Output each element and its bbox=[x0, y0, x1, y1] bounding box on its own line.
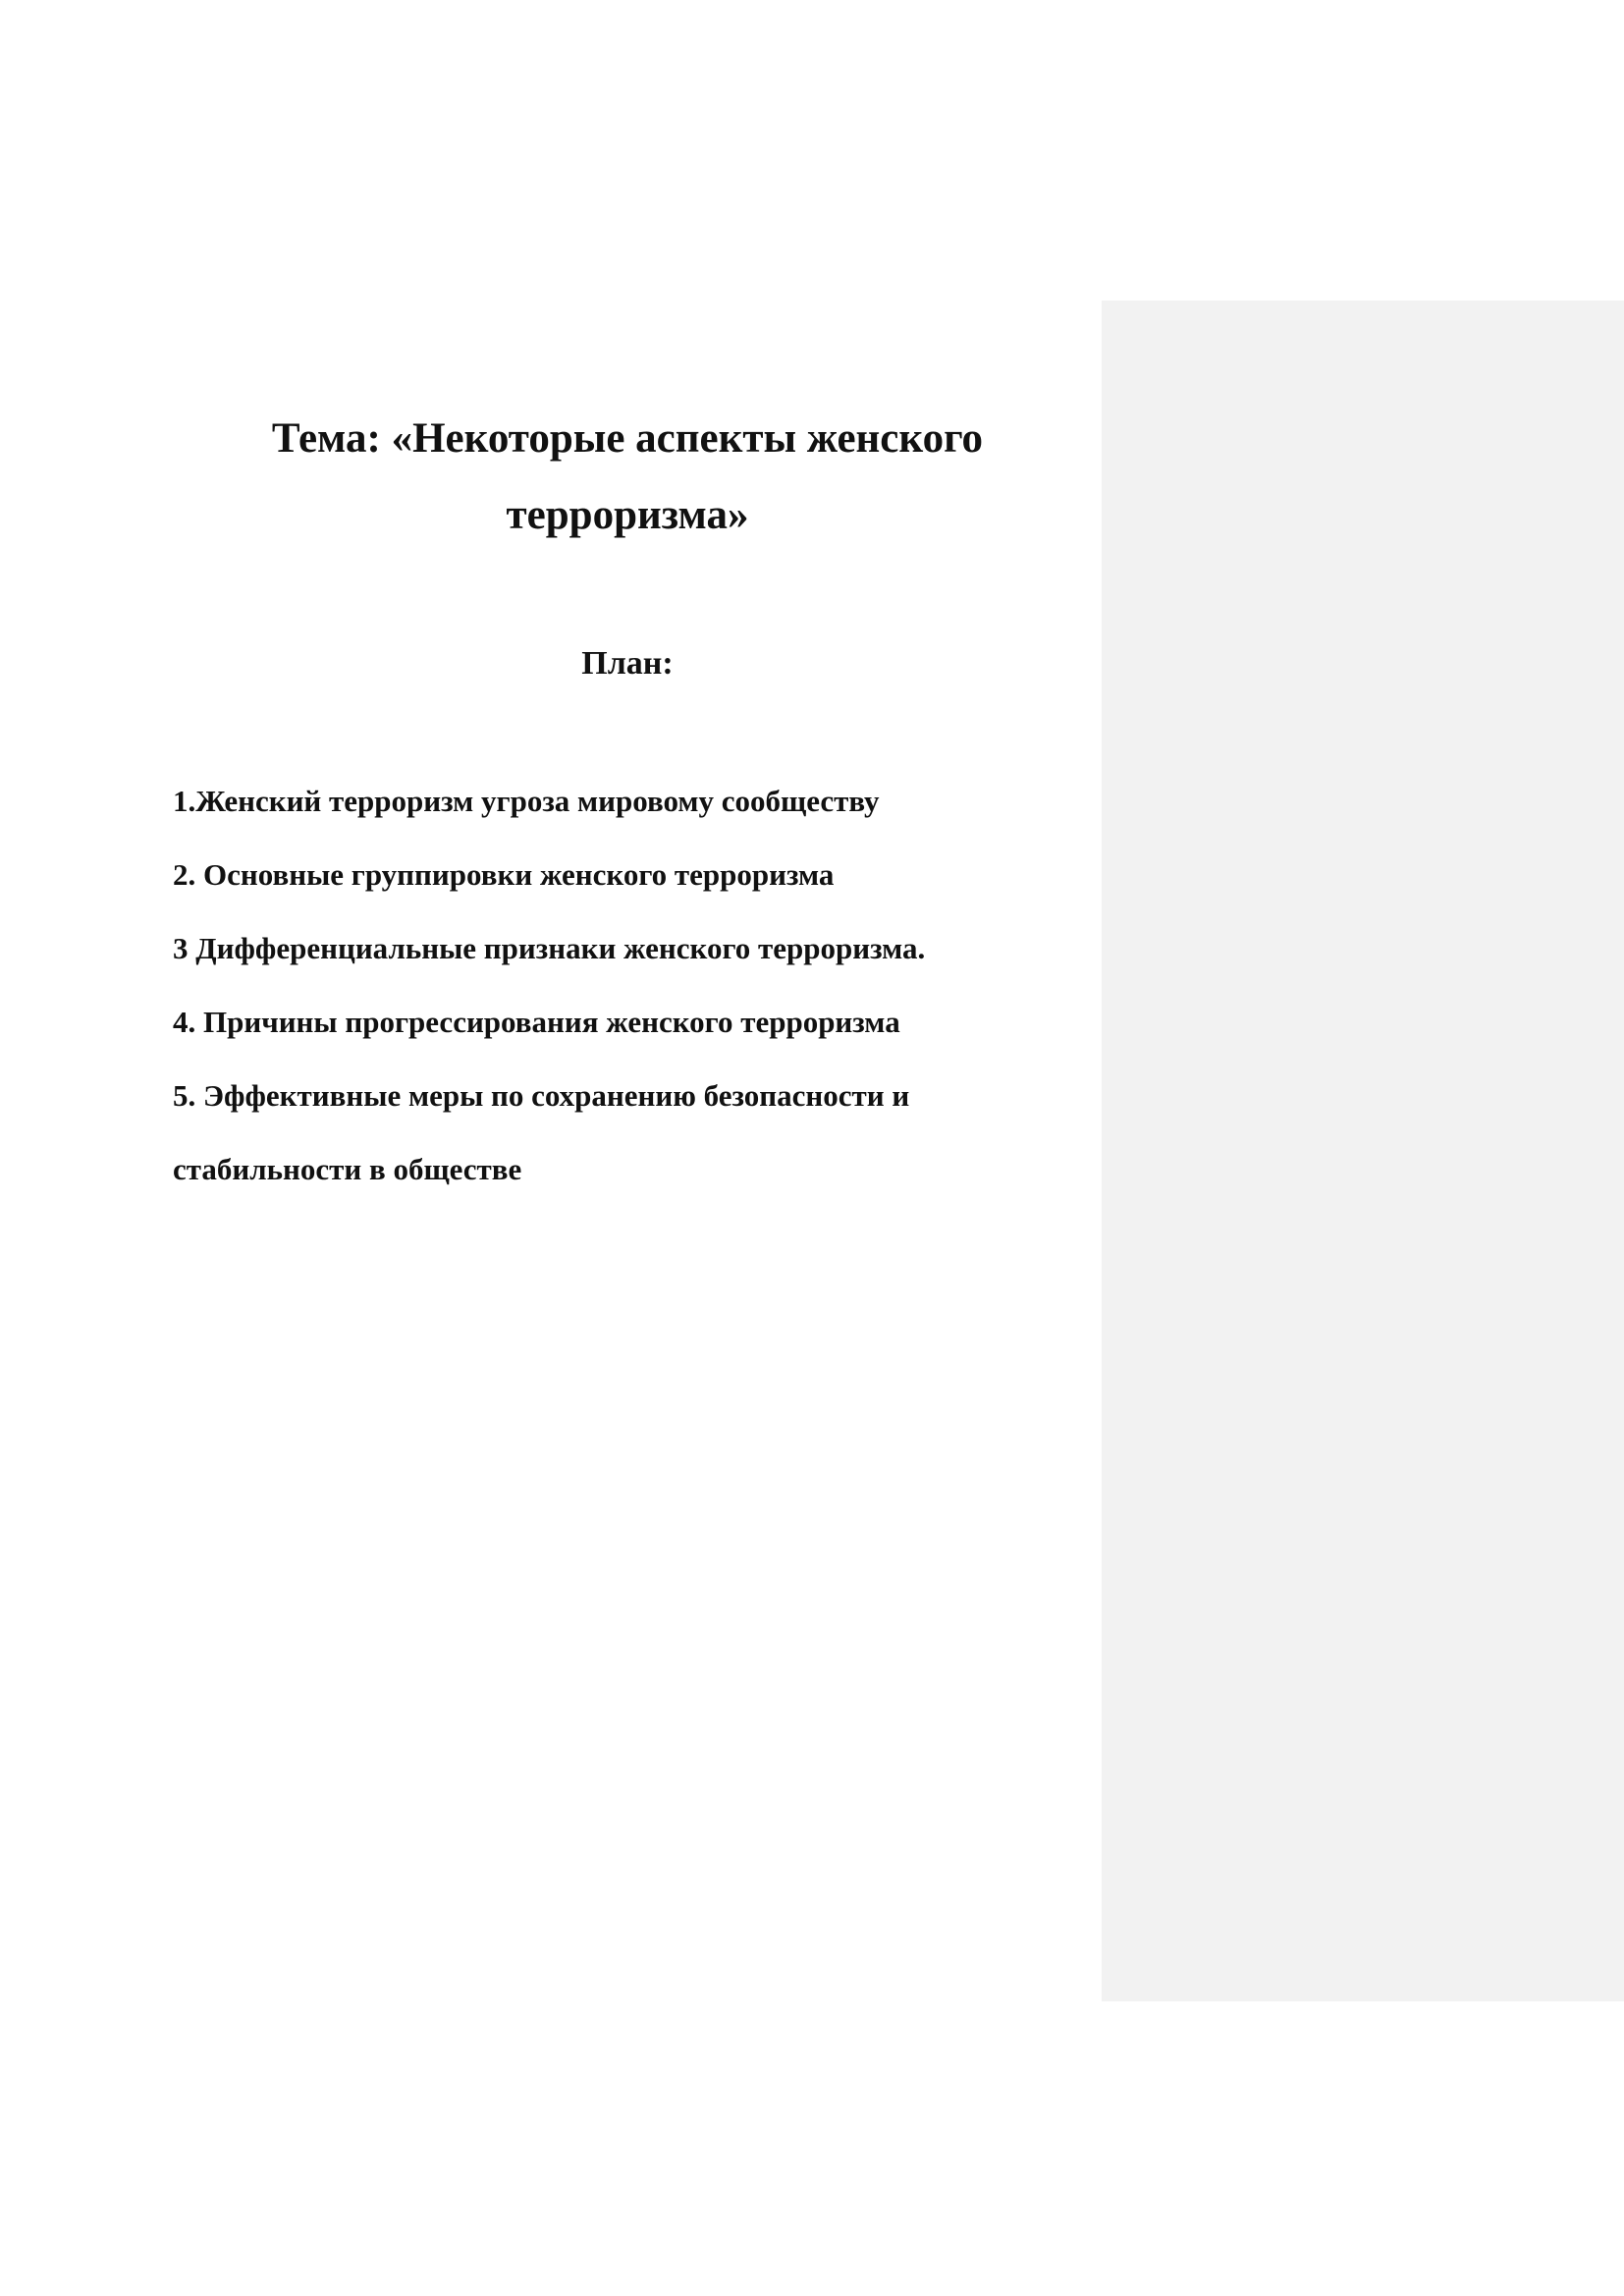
document-title bbox=[173, 401, 1082, 554]
plan-list bbox=[173, 764, 1037, 1206]
title-line: Тема: «Некоторые аспекты женского bbox=[271, 415, 984, 462]
plan-item: 2. Основные группировки женского терроризма bbox=[173, 857, 835, 892]
plan-item: 5. Эффективные меры по сохранению безопасности и bbox=[173, 1078, 910, 1113]
plan-item: 4. Причины прогрессирования женского терроризма bbox=[173, 1005, 900, 1039]
plan-heading: План: bbox=[581, 645, 674, 682]
title-line: терроризма» bbox=[506, 492, 749, 538]
comment-pane bbox=[1102, 301, 1624, 2001]
plan-item: 3 Дифференциальные признаки женского терроризма. bbox=[173, 931, 926, 965]
plan-item: стабильности в обществе bbox=[173, 1152, 522, 1186]
plan-item: 1.Женский терроризм угроза мировому сообществу bbox=[173, 784, 880, 818]
